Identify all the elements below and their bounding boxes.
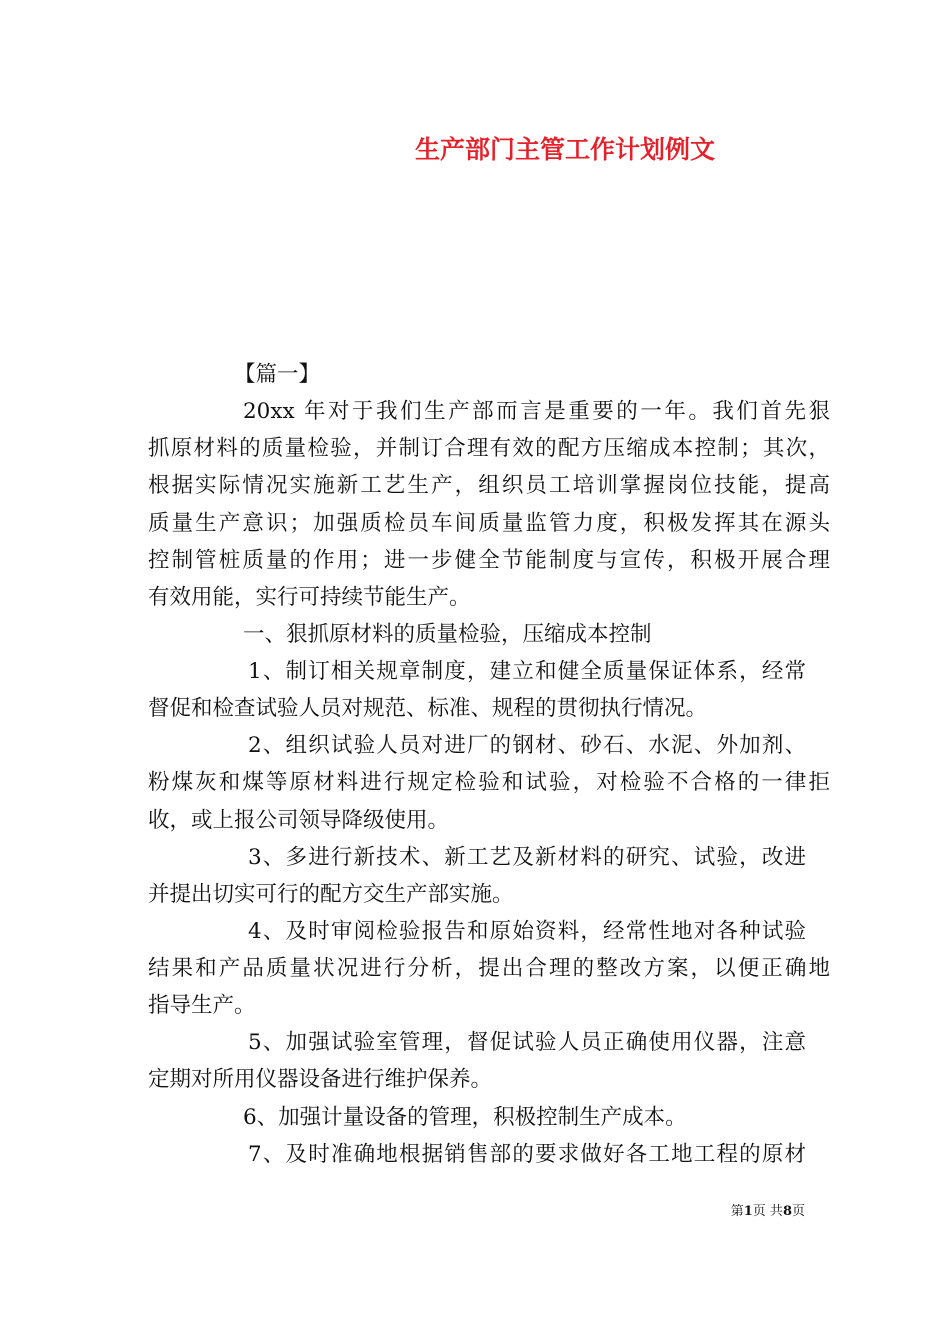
- subheading: 一、狠抓原材料的质量检验，压缩成本控制: [243, 621, 652, 647]
- paragraph-subheading: [148, 616, 830, 653]
- paragraph-item-2: [148, 727, 830, 838]
- text-line: 5、加强试验室管理，督促试验人员正确使用仪器，注意: [248, 1030, 806, 1056]
- text-line: 结果和产品质量状况进行分析，提出合理的整改方案，以便正确地: [148, 956, 830, 981]
- text-line: 20xx 年对于我们生产部而言是重要的一年。我们首先狠: [243, 399, 830, 425]
- paragraph-item-6: [148, 1099, 830, 1136]
- text-line: 收，或上报公司领导降级使用。: [148, 807, 450, 833]
- total-page-count: 8: [782, 1204, 792, 1219]
- footer-suffix: 页: [791, 1204, 805, 1219]
- text-line: 督促和检查试验人员对规范、标准、规程的贯彻执行情况。: [148, 696, 708, 722]
- page-footer: [731, 1203, 805, 1221]
- footer-prefix: 第: [730, 1204, 744, 1219]
- paragraph-item-7: [148, 1136, 830, 1173]
- text-line: 3、多进行新技术、新工艺及新材料的研究、试验，改进: [248, 844, 806, 870]
- paragraph-intro: [148, 393, 830, 616]
- text-line: 指导生产。: [148, 993, 256, 1019]
- text-line: 抓原材料的质量检验，并制订合理有效的配方压缩成本控制；其次，: [148, 436, 830, 462]
- text-line: 控制管桩质量的作用；进一步健全节能制度与宣传，积极开展合理: [148, 547, 830, 573]
- text-line: 2、组织试验人员对进厂的钢材、砂石、水泥、外加剂、: [248, 733, 806, 759]
- paragraph-item-5: [148, 1024, 830, 1098]
- text-line: 根据实际情况实施新工艺生产，组织员工培训掌握岗位技能，提高: [148, 473, 830, 499]
- current-page-number: 1: [743, 1204, 753, 1219]
- text-line: 粉煤灰和煤等原材料进行规定检验和试验，对检验不合格的一律拒: [148, 770, 830, 796]
- text-line: 有效用能，实行可持续节能生产。: [148, 584, 471, 610]
- section-heading: 【篇一】: [234, 362, 321, 387]
- text-line: 4、及时审阅检验报告和原始资料，经常性地对各种试验: [248, 918, 806, 944]
- text-line: 1、制订相关规章制度，建立和健全质量保证体系，经常: [248, 659, 806, 684]
- text-line: 7、及时准确地根据销售部的要求做好各工地工程的原材: [248, 1141, 806, 1167]
- paragraph-section-heading: [148, 356, 830, 393]
- text-line: 定期对所用仪器设备进行维护保养。: [148, 1067, 493, 1093]
- paragraph-item-1: [148, 653, 830, 727]
- text-line: 质量生产意识；加强质检员车间质量监管力度，积极发挥其在源头: [148, 510, 830, 536]
- paragraph-item-3: [148, 839, 830, 913]
- paragraph-item-4: [148, 913, 830, 1024]
- footer-middle: 页 共: [752, 1204, 783, 1219]
- document-title: 生产部门主管工作计划例文: [414, 135, 715, 164]
- text-line: 6、加强计量设备的管理，积极控制生产成本。: [243, 1104, 687, 1130]
- text-line: 并提出切实可行的配方交生产部实施。: [148, 881, 514, 907]
- document-body: [148, 356, 830, 1173]
